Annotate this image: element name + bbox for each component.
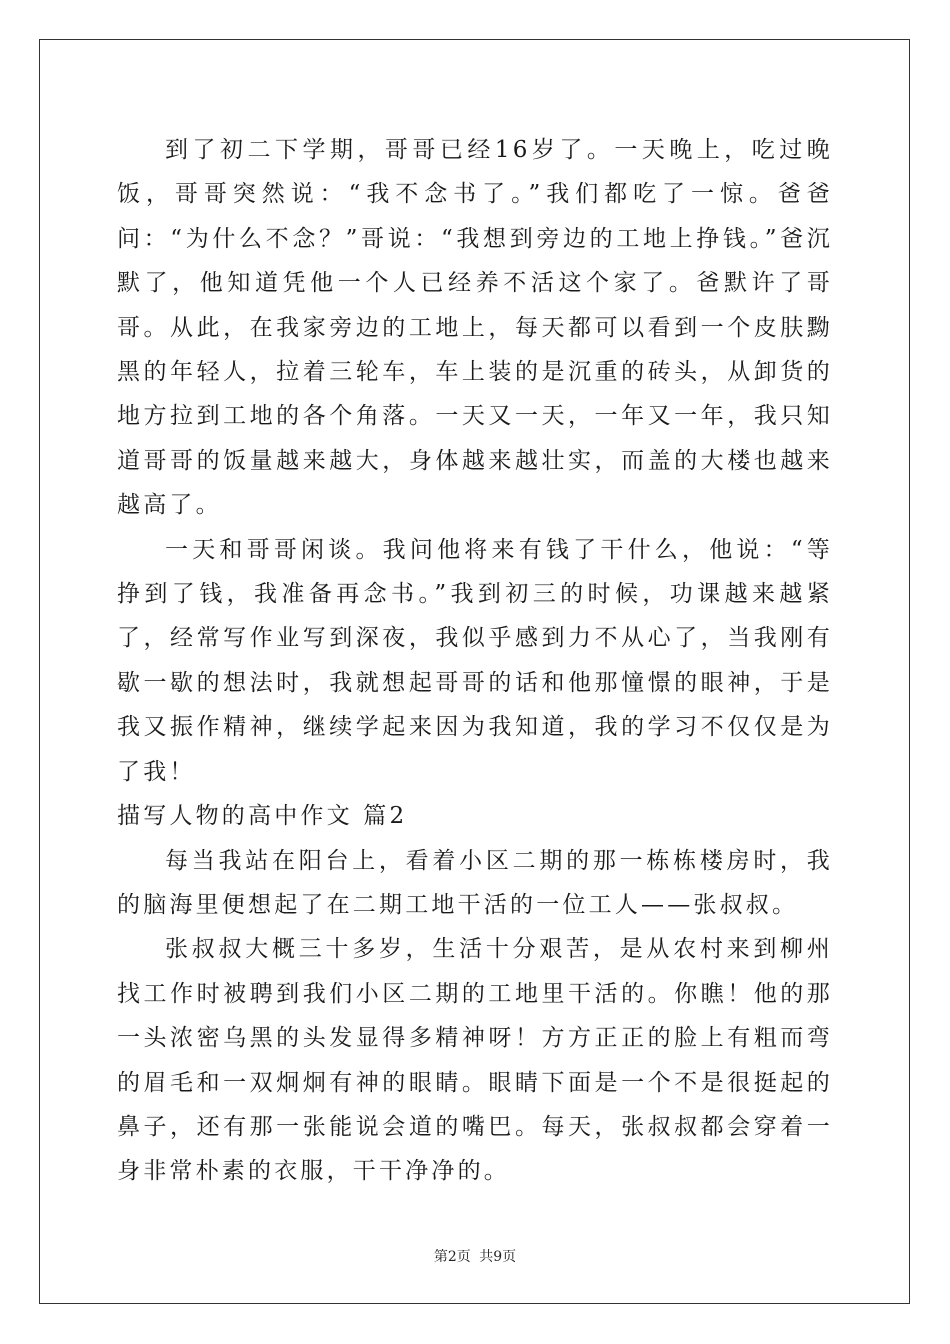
- paragraph: 到了初二下学期，哥哥已经16岁了。一天晚上，吃过晚饭，哥哥突然说：“我不念书了。”我们都吃了一惊。爸爸问：“为什么不念？”哥说：“我想到旁边的工地上挣钱。”爸沉默了，他知道凭他一个人已经养不活这个家了。爸默许了哥哥。从此，在我家旁边的工地上，每天都可以看到一个皮肤黝黑的年轻人，拉着三轮车，车上装的是沉重的砖头，从卸货的地方拉到工地的各个角落。一天又一天，一年又一年，我只知道哥哥的饭量越来越大，身体越来越壮实，而盖的大楼也越来越高了。: [117, 137, 833, 519]
- document-body: [117, 128, 833, 1194]
- paragraph: 张叔叔大概三十多岁，生活十分艰苦，是从农村来到柳州找工作时被聘到我们小区二期的工地里干活的。你瞧！他的那一头浓密乌黑的头发显得多精神呀！方方正正的脸上有粗而弯的眉毛和一双炯炯有神的眼睛。眼睛下面是一个不是很挺起的鼻子，还有那一张能说会道的嘴巴。每天，张叔叔都会穿着一身非常朴素的衣服，干干净净的。: [117, 936, 833, 1185]
- paragraph: 一天和哥哥闲谈。我问他将来有钱了干什么，他说：“等挣到了钱，我准备再念书。”我到初三的时候，功课越来越紧了，经常写作业写到深夜，我似乎感到力不从心了，当我刚有歇一歇的想法时，我就想起哥哥的话和他那憧憬的眼神，于是我又振作精神，继续学起来因为我知道，我的学习不仅仅是为了我！: [117, 536, 833, 785]
- page-total: 共9页: [479, 1249, 517, 1265]
- page-footer: [0, 1246, 950, 1266]
- paragraph: 每当我站在阳台上，看着小区二期的那一栋栋楼房时，我的脑海里便想起了在二期工地干活的一位工人——张叔叔。: [117, 847, 833, 918]
- section-heading: 描写人物的高中作文 篇2: [117, 803, 408, 830]
- page-number: 第2页: [433, 1249, 471, 1265]
